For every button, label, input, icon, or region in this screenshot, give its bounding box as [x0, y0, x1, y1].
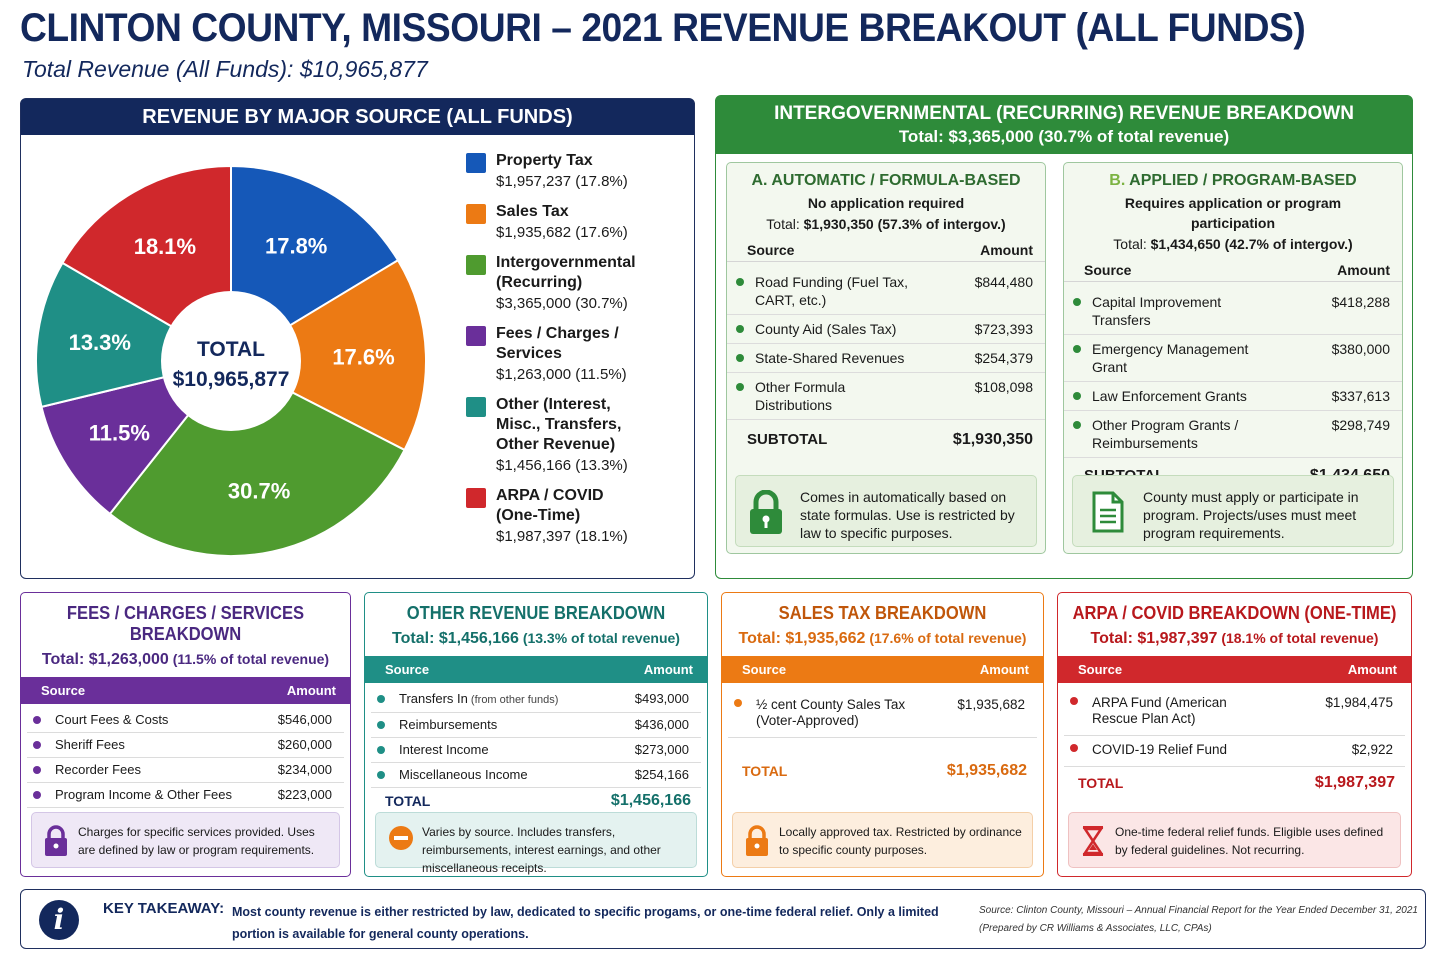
row-amount: $436,000: [634, 717, 689, 732]
row-source-note: (from other funds): [467, 694, 559, 706]
pie-label-3: 11.5%: [88, 420, 150, 446]
bullet-icon: [736, 383, 744, 391]
legend-item: [466, 486, 686, 547]
bullet-icon: [377, 746, 385, 754]
legend-swatch: [466, 153, 486, 173]
row-source: Other Program Grants / Reimbursements: [1092, 417, 1239, 451]
fees-title: FEES / CHARGES / SERVICES BREAKDOWN: [66, 603, 305, 644]
other-rows: [365, 687, 707, 788]
table-row: [27, 733, 344, 758]
legend-value: $1,957,237 (17.8%): [496, 173, 628, 190]
page-title: CLINTON COUNTY, MISSOURI – 2021 REVENUE BREAKOUT (ALL FUNDS): [20, 6, 1306, 50]
table-row: [371, 738, 701, 763]
intergov-total: Total: $3,365,000 (30.7% of total revenue): [898, 127, 1230, 146]
intergov-panel: [715, 95, 1413, 579]
table-row: [27, 708, 344, 733]
arpa-note-text: One-time federal relief funds. Eligible uses defined by federal guidelines. Not recurring.: [1115, 825, 1384, 857]
table-row: [727, 344, 1045, 373]
section-a-title: A. AUTOMATIC / FORMULA-BASED: [751, 172, 1021, 189]
section-b-total: Total: $1,434,650 (42.7% of intergov.): [1113, 236, 1353, 252]
legend-value: $1,987,397 (18.1%): [496, 528, 628, 545]
key-takeaway-text: Most county revenue is either restricted by law, dedicated to specific progams, or one-time federal relief. Only a limited portion is available for general county operations.: [232, 905, 939, 941]
table-row: [1064, 335, 1402, 382]
section-a-line: No application required: [807, 195, 965, 211]
table-row: [1064, 382, 1402, 411]
bullet-icon: [736, 278, 744, 286]
table-row: [727, 315, 1045, 344]
lock-icon: [745, 825, 769, 857]
row-amount: $223,000: [277, 787, 332, 802]
info-icon: i: [39, 900, 79, 940]
row-amount: $380,000: [1331, 341, 1390, 357]
sales-note: [732, 812, 1033, 868]
row-source: COVID-19 Relief Fund: [1092, 742, 1228, 757]
arpa-rows: [1058, 689, 1411, 767]
bullet-icon: [377, 721, 385, 729]
row-source: Sheriff Fees: [55, 737, 125, 752]
fees-note: [31, 812, 340, 868]
legend-name: Other (Interest, Misc., Transfers, Other Revenue): [496, 396, 622, 453]
table-row: [1064, 736, 1405, 767]
sales-note-text: Locally approved tax. Restricted by ordinance to specific county purposes.: [779, 825, 1022, 857]
section-a-note-text: Comes in automatically based on state formulas. Use is restricted by law to specific purposes.: [800, 489, 1015, 541]
sales-rows: [722, 691, 1043, 755]
legend-name: Fees / Charges / Services: [496, 325, 619, 362]
section-b-note: [1072, 475, 1394, 547]
arpa-title: ARPA / COVID BREAKDOWN (ONE-TIME): [1072, 603, 1397, 623]
pie-center-value: $10,965,877: [172, 368, 290, 391]
row-source: Road Funding (Fuel Tax, CART, etc.): [755, 274, 909, 308]
pie-label-4: 13.3%: [68, 329, 131, 355]
intergov-header: [716, 96, 1412, 154]
row-source: Law Enforcement Grants: [1092, 388, 1247, 404]
pie-center-label: TOTAL: [196, 338, 266, 361]
bullet-icon: [1070, 744, 1078, 752]
row-source: Recorder Fees: [55, 762, 141, 777]
legend-item: [466, 395, 686, 476]
row-source: Other Formula Distributions: [755, 379, 846, 413]
bullet-icon: [1073, 421, 1081, 429]
legend-name: Property Tax: [496, 152, 593, 169]
key-takeaway-label: KEY TAKEAWAY:: [103, 900, 225, 917]
row-source: Interest Income: [399, 742, 489, 757]
sales-total: TOTAL $1,935,682: [742, 762, 1027, 779]
table-row: [371, 763, 701, 788]
pie-chart: [31, 141, 451, 571]
row-source: State-Shared Revenues: [755, 350, 905, 366]
fees-rows: [21, 708, 350, 808]
table-row: [27, 783, 344, 808]
arpa-total: TOTAL $1,987,397: [1078, 774, 1395, 791]
table-row: [371, 687, 701, 713]
fees-total-line: Total: $1,263,000 (11.5% of total revenue): [41, 651, 330, 668]
bullet-icon: [377, 695, 385, 703]
hourglass-icon: [1081, 825, 1105, 857]
other-panel: [364, 592, 708, 877]
other-total-line: Total: $1,456,166 (13.3% of total revenue): [392, 630, 680, 647]
legend-swatch: [466, 255, 486, 275]
legend-name: ARPA / COVID (One-Time): [496, 487, 604, 524]
legend-name: Sales Tax: [496, 203, 569, 220]
source-citation: Source: Clinton County, Missouri – Annual Financial Report for the Year Ended December 31, 2021 (Prepared by CR Williams & Associates, LLC, CPAs): [979, 905, 1418, 934]
section-b-rows: [1064, 288, 1402, 458]
pie-label-1: 17.6%: [332, 344, 395, 370]
other-note-text: Varies by source. Includes transfers, reimbursements, interest earnings, and other miscellaneous receipts.: [422, 825, 661, 875]
pie-center-hole: [161, 291, 301, 431]
row-amount: $2,922: [1351, 742, 1393, 757]
row-amount: $1,935,682: [957, 697, 1025, 712]
row-amount: $260,000: [277, 737, 332, 752]
row-source: Court Fees & Costs: [55, 712, 169, 727]
row-source: Reimbursements: [399, 717, 498, 732]
section-a-table-header: Source Amount: [727, 238, 1045, 262]
section-b-title: B. APPLIED / PROGRAM-BASED: [1109, 172, 1357, 189]
legend-value: $3,365,000 (30.7%): [496, 295, 628, 312]
table-row: [728, 691, 1037, 738]
table-row: [371, 713, 701, 738]
intergov-applied-section: [1063, 162, 1403, 554]
intergov-title: INTERGOVERNMENTAL (RECURRING) REVENUE BREAKDOWN: [774, 103, 1354, 124]
table-row: [727, 268, 1045, 315]
other-note: [375, 812, 697, 875]
legend-name: Intergovernmental (Recurring): [496, 254, 636, 291]
other-table-header: Source Amount: [365, 656, 707, 683]
legend-item: [466, 151, 686, 192]
pie-label-5: 18.1%: [133, 234, 197, 260]
row-source: County Aid (Sales Tax): [755, 321, 897, 337]
row-amount: $546,000: [277, 712, 332, 727]
section-a-rows: [727, 268, 1045, 420]
row-amount: $1,984,475: [1325, 695, 1393, 710]
section-a-total: Total: $1,930,350 (57.3% of intergov.): [766, 216, 1006, 232]
bullet-icon: [33, 791, 41, 799]
row-source: Capital Improvement Transfers: [1092, 294, 1222, 328]
pie-label-0: 17.8%: [264, 233, 328, 259]
bullet-icon: [736, 325, 744, 333]
row-amount: $418,288: [1331, 294, 1390, 310]
bullet-icon: [377, 771, 385, 779]
arpa-note: [1068, 812, 1401, 868]
minus-circle-icon: [388, 825, 414, 851]
row-source: ARPA Fund (American Rescue Plan Act): [1092, 695, 1227, 726]
intergov-automatic-section: [726, 162, 1046, 554]
row-source: ½ cent County Sales Tax (Voter-Approved): [756, 697, 906, 728]
arpa-table-header: Source Amount: [1058, 656, 1411, 683]
row-amount: $844,480: [974, 274, 1033, 290]
sales-panel: [721, 592, 1044, 877]
row-amount: $337,613: [1331, 388, 1390, 404]
revenue-pie-panel: [20, 98, 695, 579]
legend-value: $1,263,000 (11.5%): [496, 366, 627, 383]
page-subtitle: Total Revenue (All Funds): $10,965,877: [22, 56, 428, 82]
arpa-total-line: Total: $1,987,397 (18.1% of total revenue): [1090, 630, 1379, 647]
bullet-icon: [1073, 345, 1081, 353]
bullet-icon: [33, 716, 41, 724]
other-total: TOTAL $1,456,166: [385, 792, 691, 809]
fees-note-text: Charges for specific services provided. Uses are defined by law or program requirements.: [78, 825, 315, 857]
table-row: [1064, 288, 1402, 335]
table-row: [1064, 689, 1405, 736]
sales-table-header: Source Amount: [722, 656, 1043, 683]
sales-total-line: Total: $1,935,662 (17.6% of total revenue): [738, 630, 1027, 647]
legend-item: [466, 202, 686, 243]
table-row: [27, 758, 344, 783]
legend-swatch: [466, 488, 486, 508]
sales-title: SALES TAX BREAKDOWN: [778, 603, 987, 623]
document-icon: [1091, 490, 1125, 534]
row-amount: $234,000: [277, 762, 332, 777]
row-amount: $254,379: [974, 350, 1033, 366]
lock-icon: [748, 490, 784, 536]
bullet-icon: [1073, 392, 1081, 400]
legend-swatch: [466, 397, 486, 417]
legend-swatch: [466, 326, 486, 346]
section-b-note-text: County must apply or participate in program. Projects/uses must meet program requirements.: [1143, 489, 1359, 541]
key-takeaway-footer: [20, 889, 1426, 949]
row-amount: $108,098: [974, 379, 1033, 395]
pie-legend: [466, 151, 686, 557]
bullet-icon: [33, 766, 41, 774]
legend-value: $1,456,166 (13.3%): [496, 457, 628, 474]
section-b-table-header: Source Amount: [1064, 258, 1402, 282]
bullet-icon: [33, 741, 41, 749]
legend-value: $1,935,682 (17.6%): [496, 224, 628, 241]
row-source: Program Income & Other Fees: [55, 787, 233, 802]
other-title: OTHER REVENUE BREAKDOWN: [406, 603, 666, 623]
row-amount: $273,000: [634, 742, 689, 757]
table-row: [727, 373, 1045, 420]
row-amount: $254,166: [634, 767, 689, 782]
bullet-icon: [1070, 697, 1078, 705]
bullet-icon: [1073, 298, 1081, 306]
pie-label-2: 30.7%: [227, 478, 291, 504]
row-source: Miscellaneous Income: [399, 767, 528, 782]
pie-panel-header: REVENUE BY MAJOR SOURCE (ALL FUNDS): [21, 99, 694, 135]
row-source: Emergency Management Grant: [1092, 341, 1249, 375]
row-amount: $493,000: [634, 691, 689, 706]
fees-table-header: Source Amount: [21, 677, 350, 704]
row-source: Transfers In (from other funds): [399, 691, 559, 706]
legend-swatch: [466, 204, 486, 224]
section-b-line: Requires application or program participation: [1124, 195, 1342, 231]
row-amount: $723,393: [974, 321, 1033, 337]
legend-item: [466, 253, 686, 314]
legend-item: [466, 324, 686, 385]
fees-panel: [20, 592, 351, 877]
arpa-panel: [1057, 592, 1412, 877]
lock-icon: [44, 825, 68, 857]
bullet-icon: [734, 699, 742, 707]
section-a-subtotal: SUBTOTAL $1,930,350: [747, 431, 1033, 448]
bullet-icon: [736, 354, 744, 362]
section-a-note: [735, 475, 1037, 547]
table-row: [1064, 411, 1402, 458]
row-amount: $298,749: [1331, 417, 1390, 433]
